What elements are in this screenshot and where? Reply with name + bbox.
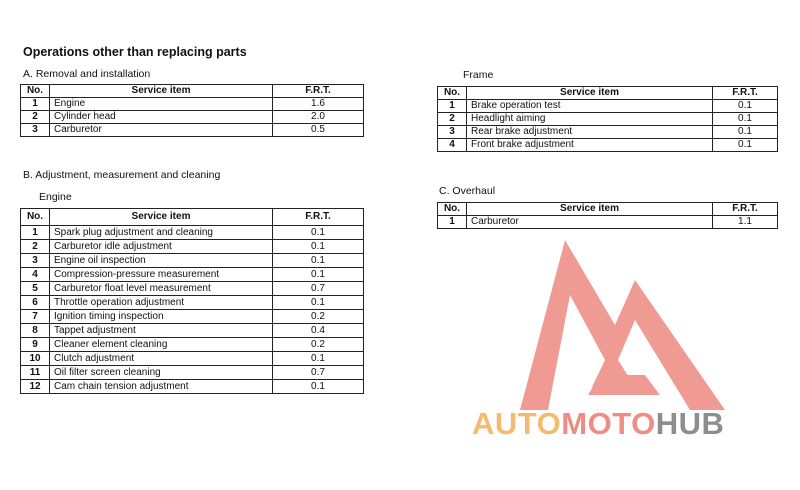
col-service-item: Service item — [467, 203, 713, 216]
row-number: 2 — [438, 113, 467, 126]
table-row — [21, 324, 364, 338]
table-header-row — [438, 203, 778, 216]
table-row — [21, 226, 364, 240]
row-frt: 0.1 — [273, 380, 364, 394]
row-number: 4 — [438, 139, 467, 152]
section-a-title: A. Removal and installation — [23, 68, 151, 80]
table-row — [21, 352, 364, 366]
row-service-item: Spark plug adjustment and cleaning — [50, 226, 273, 240]
row-service-item: Headlight aiming — [467, 113, 713, 126]
table-row — [438, 139, 778, 152]
row-number: 7 — [21, 310, 50, 324]
row-service-item: Front brake adjustment — [467, 139, 713, 152]
row-number: 5 — [21, 282, 50, 296]
row-number: 3 — [21, 254, 50, 268]
row-service-item: Throttle operation adjustment — [50, 296, 273, 310]
col-service-item: Service item — [50, 85, 273, 98]
row-number: 1 — [438, 216, 467, 229]
col-frt: F.R.T. — [713, 87, 778, 100]
row-frt: 0.4 — [273, 324, 364, 338]
row-frt: 0.1 — [273, 254, 364, 268]
table-row — [21, 268, 364, 282]
table-row — [21, 380, 364, 394]
section-b-title: B. Adjustment, measurement and cleaning — [23, 169, 221, 181]
row-frt: 0.1 — [273, 296, 364, 310]
table-header-row — [21, 85, 364, 98]
table-row — [21, 98, 364, 111]
row-number: 1 — [21, 98, 50, 111]
row-number: 4 — [21, 268, 50, 282]
row-service-item: Cleaner element cleaning — [50, 338, 273, 352]
row-frt: 0.1 — [273, 226, 364, 240]
watermark-text — [472, 406, 724, 442]
table-row — [21, 296, 364, 310]
row-service-item: Tappet adjustment — [50, 324, 273, 338]
row-frt: 0.1 — [713, 100, 778, 113]
table-row — [21, 366, 364, 380]
col-frt: F.R.T. — [273, 209, 364, 226]
table-row — [438, 100, 778, 113]
watermark-auto: AUTO — [472, 406, 562, 441]
table-row — [21, 338, 364, 352]
row-service-item: Brake operation test — [467, 100, 713, 113]
row-number: 2 — [21, 111, 50, 124]
row-number: 9 — [21, 338, 50, 352]
col-frt: F.R.T. — [713, 203, 778, 216]
removal-table — [20, 84, 364, 137]
row-frt: 0.1 — [713, 139, 778, 152]
row-number: 3 — [21, 124, 50, 137]
row-service-item: Cylinder head — [50, 111, 273, 124]
table-row — [21, 310, 364, 324]
row-service-item: Carburetor float level measurement — [50, 282, 273, 296]
watermark-moto: MOTO — [561, 406, 656, 441]
table-row — [21, 240, 364, 254]
row-frt: 1.6 — [273, 98, 364, 111]
frame-table — [437, 86, 778, 152]
col-no: No. — [21, 85, 50, 98]
row-frt: 0.1 — [713, 126, 778, 139]
row-frt: 2.0 — [273, 111, 364, 124]
row-frt: 0.2 — [273, 338, 364, 352]
row-frt: 0.1 — [713, 113, 778, 126]
row-service-item: Oil filter screen cleaning — [50, 366, 273, 380]
col-service-item: Service item — [50, 209, 273, 226]
engine-table — [20, 208, 364, 394]
row-number: 12 — [21, 380, 50, 394]
row-service-item: Carburetor idle adjustment — [50, 240, 273, 254]
table-row — [21, 282, 364, 296]
table-row — [21, 111, 364, 124]
row-frt: 0.2 — [273, 310, 364, 324]
section-c-title: C. Overhaul — [439, 185, 496, 197]
row-number: 1 — [438, 100, 467, 113]
col-service-item: Service item — [467, 87, 713, 100]
table-row — [438, 126, 778, 139]
row-service-item: Ignition timing inspection — [50, 310, 273, 324]
row-service-item: Compression-pressure measurement — [50, 268, 273, 282]
row-service-item: Carburetor — [467, 216, 713, 229]
row-number: 1 — [21, 226, 50, 240]
row-frt: 0.7 — [273, 282, 364, 296]
table-header-row — [21, 209, 364, 226]
row-frt: 0.1 — [273, 352, 364, 366]
row-number: 8 — [21, 324, 50, 338]
row-frt: 0.5 — [273, 124, 364, 137]
page-title: Operations other than replacing parts — [23, 45, 247, 59]
row-number: 6 — [21, 296, 50, 310]
row-service-item: Carburetor — [50, 124, 273, 137]
row-number: 11 — [21, 366, 50, 380]
col-no: No. — [438, 203, 467, 216]
col-no: No. — [21, 209, 50, 226]
watermark-logo-icon — [470, 225, 790, 425]
table-row — [438, 113, 778, 126]
row-service-item: Clutch adjustment — [50, 352, 273, 366]
row-frt: 0.7 — [273, 366, 364, 380]
row-frt: 0.1 — [273, 240, 364, 254]
engine-label: Engine — [39, 191, 72, 203]
row-service-item: Cam chain tension adjustment — [50, 380, 273, 394]
table-row — [21, 124, 364, 137]
row-service-item: Engine oil inspection — [50, 254, 273, 268]
row-number: 10 — [21, 352, 50, 366]
row-number: 2 — [21, 240, 50, 254]
table-header-row — [438, 87, 778, 100]
col-no: No. — [438, 87, 467, 100]
row-service-item: Engine — [50, 98, 273, 111]
row-frt: 0.1 — [273, 268, 364, 282]
table-row — [21, 254, 364, 268]
row-service-item: Rear brake adjustment — [467, 126, 713, 139]
watermark-hub: HUB — [655, 406, 725, 441]
row-frt: 1.1 — [713, 216, 778, 229]
row-number: 3 — [438, 126, 467, 139]
col-frt: F.R.T. — [273, 85, 364, 98]
frame-label: Frame — [463, 69, 494, 81]
